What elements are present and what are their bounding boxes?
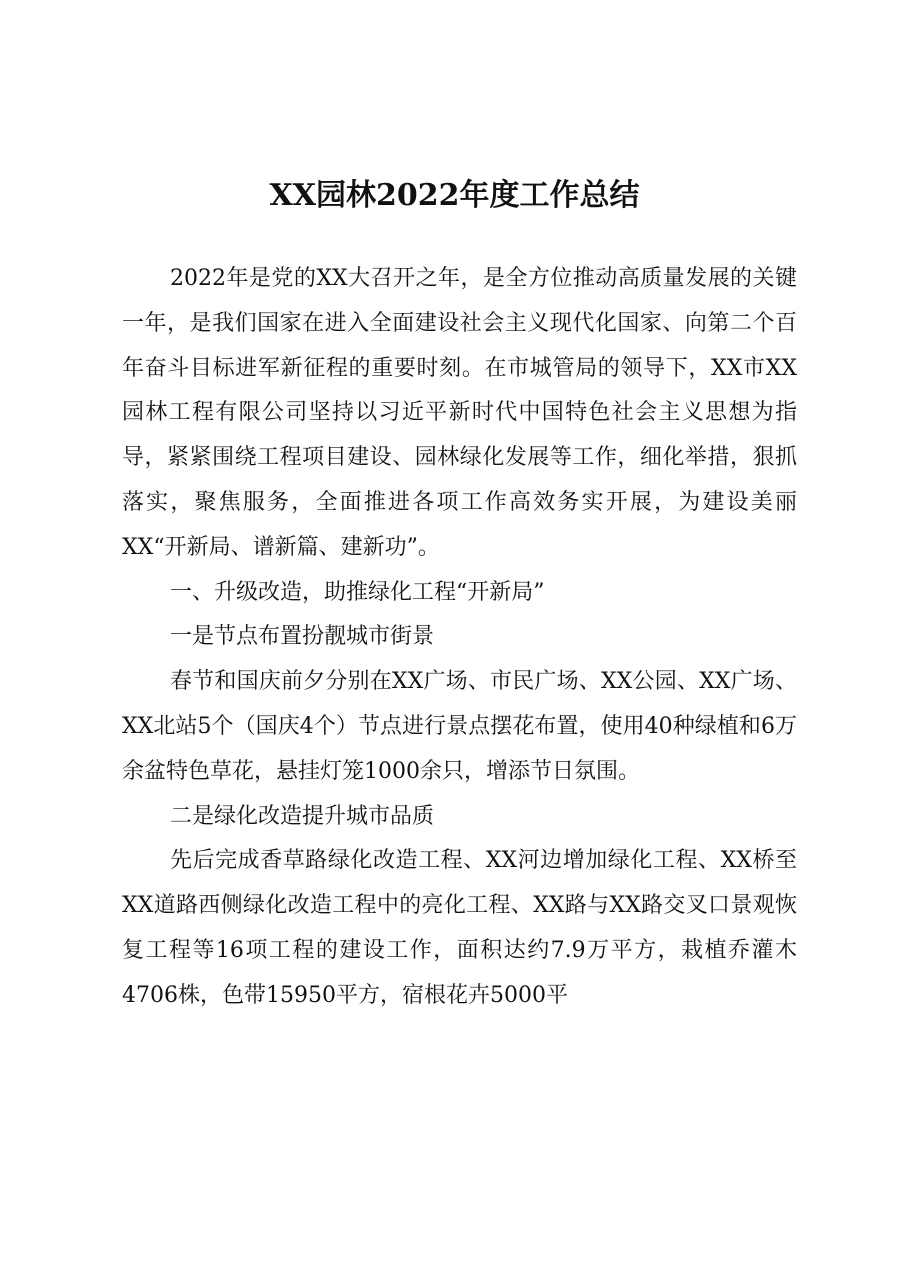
- document-title: XX园林2022年度工作总结: [269, 178, 640, 213]
- body-paragraph: 春节和国庆前夕分别在XX广场、市民广场、XX公园、XX广场、XX北站5个（国庆4个）节点进行景点摆花布置，使用40种绿植和6万余盆特色草花，悬挂灯笼1000余只，增添节日氛围。: [122, 669, 797, 784]
- subsection-heading: 二是绿化改造提升城市品质: [170, 803, 435, 829]
- document-body: [122, 257, 797, 1019]
- intro-paragraph: 2022年是党的XX大召开之年，是全方位推动高质量发展的关键一年，是我们国家在进入全面建设社会主义现代化国家、向第二个百年奋斗目标进军新征程的重要时刻。在市城管局的领导下，XX市XX园林工程有限公司坚持以习近平新时代中国特色社会主义思想为指导，紧紧围绕工程项目建设、园林绿化发展等工作，细化举措，狠抓落实，聚焦服务，全面推进各项工作高效务实开展，为建设美丽XX“开新局、谱新篇、建新功”。: [122, 266, 797, 560]
- body-paragraph: 先后完成香草路绿化改造工程、XX河边增加绿化工程、XX桥至XX道路西侧绿化改造工程中的亮化工程、XX路与XX路交叉口景观恢复工程等16项工程的建设工作，面积达约7.9万平方，栽植乔灌木4706株，色带15950平方，宿根花卉5000平: [122, 848, 797, 1008]
- section-heading: 一、升级改造，助推绿化工程“开新局”: [170, 579, 545, 605]
- subsection-heading: 一是节点布置扮靓城市街景: [170, 624, 435, 650]
